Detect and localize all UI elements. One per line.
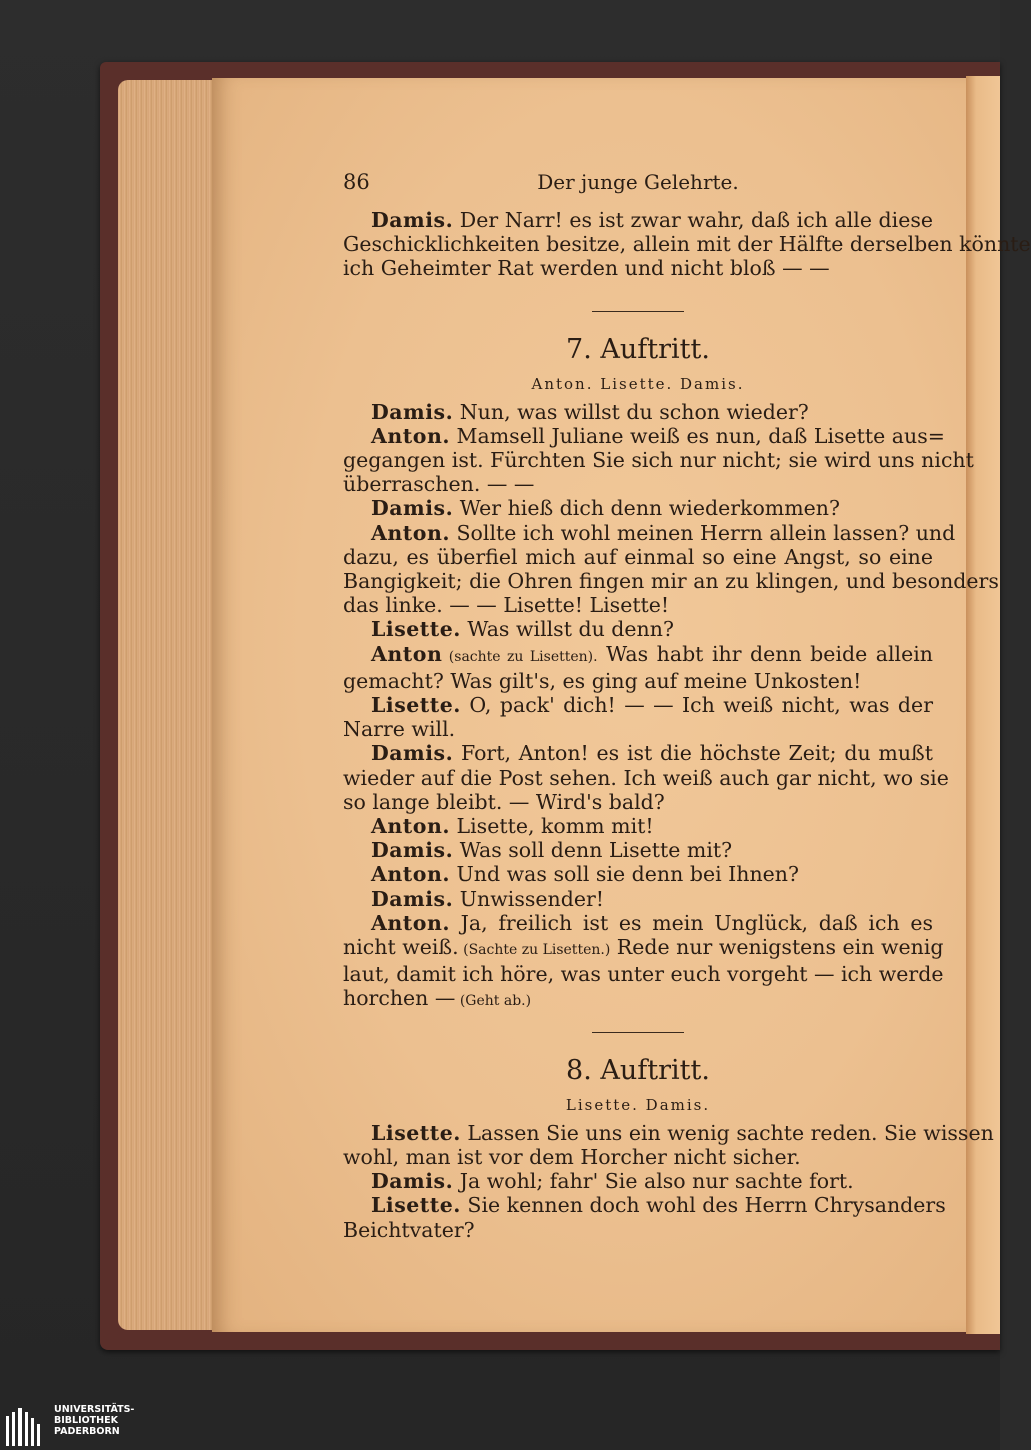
line-text: gegangen ist. Fürchten Sie sich nur nicht; sie wird uns nicht (343, 448, 974, 473)
speaker-name: Damis. (371, 399, 454, 424)
text-line (343, 693, 933, 717)
stage-direction: (Geht ab.) (455, 993, 532, 1010)
line-text: horchen — (343, 986, 456, 1011)
page-text (343, 170, 1031, 1242)
line-text: Wer hieß dich denn wiederkommen? (453, 496, 840, 521)
line-text: O, pack' dich! — — Ich weiß nicht, was der (460, 693, 933, 718)
line-text: ich Geheimter Rat werden und nicht bloß — — (343, 256, 830, 281)
facing-page-edge (966, 76, 1000, 1334)
line-text: Geschicklichkeiten besitze, allein mit der Hälfte derselben könnte (343, 232, 1031, 257)
line-text: Sie kennen doch wohl des Herrn Chrysanders (460, 1193, 946, 1218)
speaker-name: Damis. (371, 838, 454, 863)
running-title: Der junge Gelehrte. (537, 170, 739, 194)
line-text: Unwissender! (453, 886, 604, 911)
scene-7-dialogue (343, 399, 999, 1014)
text-line (343, 911, 933, 935)
scene-7-title: 7. Auftritt. (566, 333, 710, 365)
text-line (343, 838, 933, 862)
speaker-name: Damis. (371, 886, 454, 911)
line-text: Was soll denn Lisette mit? (453, 838, 733, 863)
scene-divider (592, 311, 684, 312)
text-line (343, 400, 933, 424)
line-text: Der Narr! es ist zwar wahr, daß ich alle diese (453, 208, 933, 232)
stage-direction: (sachte zu Lisetten). (442, 648, 598, 665)
text-line (343, 717, 933, 741)
text-line (343, 1193, 946, 1218)
text-line (343, 642, 933, 669)
speaker-name: Damis. (371, 1169, 454, 1194)
speaker-name: Anton. (371, 862, 450, 887)
line-text: Und was soll sie denn bei Ihnen? (450, 862, 799, 887)
line-text: wieder auf die Post sehen. Ich weiß auch gar nicht, wo sie (343, 765, 949, 790)
text-line (343, 862, 933, 886)
text-line (343, 1120, 994, 1145)
line-text: überraschen. — — (343, 472, 535, 497)
speaker-name: Lisette. (371, 1120, 461, 1145)
library-logo-icon (6, 1406, 48, 1446)
text-line (343, 423, 945, 448)
speaker-name: Lisette. (371, 1193, 461, 1218)
line-text: gemacht? Was gilt's, es ging auf meine Unkosten! (343, 668, 862, 693)
text-line (343, 765, 949, 790)
line-text: Was habt ihr denn beide allein (597, 641, 933, 666)
line-text: so lange bleibt. — Wird's bald? (343, 789, 665, 814)
line-text: Mamsell Juliane weiß es nun, daß Lisette aus= (450, 423, 945, 448)
text-line (343, 1218, 933, 1242)
line-text: Rede nur wenigstens ein wenig (610, 935, 944, 960)
line-text: Lassen Sie uns ein wenig sachte reden. Sie wissen (460, 1120, 994, 1145)
opening-dialogue (343, 208, 1031, 281)
text-line (343, 962, 944, 987)
speaker-name: Damis. (371, 496, 454, 521)
text-line (343, 617, 933, 641)
line-text: dazu, es überfiel mich auf einmal so eine Angst, so eine (343, 544, 933, 569)
text-line (343, 741, 933, 765)
line-text: nicht weiß. (343, 935, 459, 960)
line-text: das linke. — — Lisette! Lisette! (343, 593, 670, 618)
library-logo (0, 1398, 160, 1450)
line-text: Beichtvater? (343, 1217, 475, 1242)
speaker-name: Damis. (371, 208, 454, 232)
library-logo-text: UNIVERSITÄTS- BIBLIOTHEK PADERBORN (54, 1404, 135, 1437)
text-line (343, 208, 933, 232)
line-text: wohl, man ist vor dem Horcher nicht sicher. (343, 1144, 801, 1169)
speaker-name: Anton. (371, 423, 450, 448)
text-line (343, 496, 933, 520)
text-line (343, 1145, 933, 1169)
text-line (343, 935, 944, 962)
line-text: Nun, was willst du schon wieder? (453, 399, 809, 424)
speaker-name: Lisette. (371, 693, 461, 718)
text-line (343, 593, 933, 617)
line-text: Sollte ich wohl meinen Herrn allein lassen? und (450, 520, 956, 545)
stage-direction: (Sachte zu Lisetten.) (458, 942, 611, 959)
text-line (343, 790, 933, 814)
speaker-name: Lisette. (371, 617, 461, 642)
line-text: laut, damit ich höre, was unter euch vorgeht — ich werde (343, 962, 944, 987)
text-line (343, 232, 1031, 257)
line-text: Ja, freilich ist es mein Unglück, daß ich es (450, 910, 933, 935)
text-line (343, 472, 933, 496)
line-text: Narre will. (343, 717, 456, 742)
text-line (343, 669, 933, 693)
text-line (343, 887, 933, 911)
text-line (343, 448, 974, 473)
line-text: Lisette, komm mit! (450, 814, 654, 839)
text-line (343, 545, 933, 569)
text-line (343, 814, 933, 838)
page-number: 86 (343, 170, 370, 194)
text-line (343, 256, 933, 280)
scene-8-dialogue (343, 1120, 994, 1242)
text-line (343, 569, 999, 594)
speaker-name: Anton (371, 641, 443, 666)
page-header (343, 170, 933, 208)
speaker-name: Anton. (371, 814, 450, 839)
scene-7-characters: Anton. Lisette. Damis. (531, 374, 745, 393)
speaker-name: Anton. (371, 520, 450, 545)
text-line (343, 1169, 933, 1193)
line-text: Ja wohl; fahr' Sie also nur sachte fort. (453, 1169, 854, 1194)
line-text: Bangigkeit; die Ohren fingen mir an zu klingen, und besonders (343, 569, 999, 594)
scene-8-characters: Lisette. Damis. (565, 1095, 711, 1114)
scene-divider (592, 1032, 684, 1033)
line-text: Was willst du denn? (460, 617, 674, 642)
speaker-name: Anton. (371, 910, 450, 935)
scene-8-title: 8. Auftritt. (566, 1054, 710, 1086)
speaker-name: Damis. (371, 741, 454, 766)
text-line (343, 520, 956, 545)
text-line (343, 986, 933, 1013)
line-text: Fort, Anton! es ist die höchste Zeit; du mußt (453, 741, 933, 766)
